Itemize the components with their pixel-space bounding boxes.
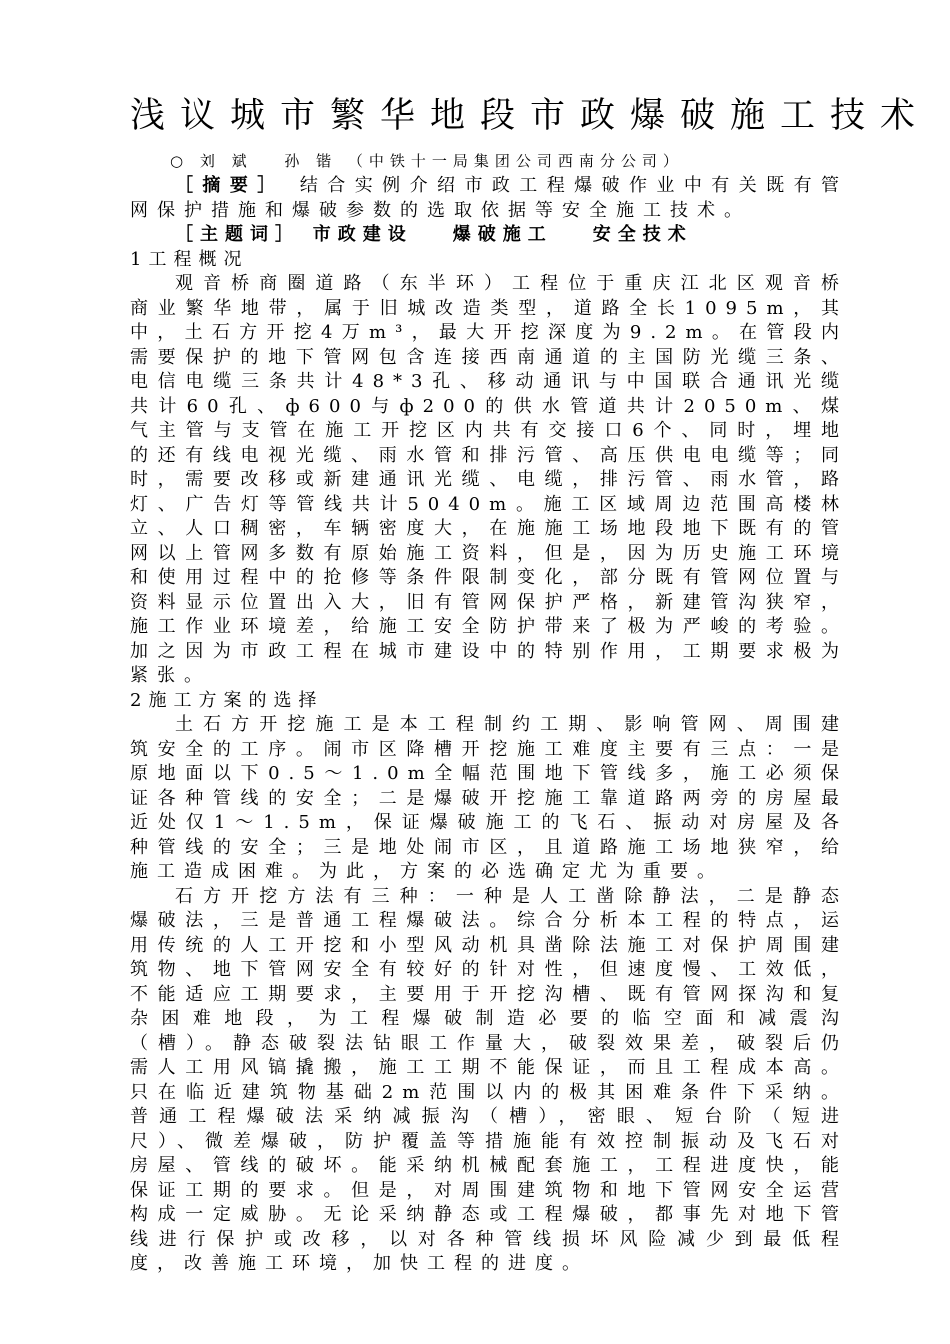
keyword-item: 市政建设 [312, 224, 413, 245]
author-line: ○ 刘 斌 孙 锴 （中铁十一局集团公司西南分公司） [170, 152, 684, 170]
keyword-item: 安全技术 [592, 224, 693, 245]
abstract-label: ［摘要］ [175, 175, 285, 196]
section-heading: 1工程概况 [130, 248, 249, 270]
abstract-text: 结合实例介绍市政工程爆破作业中有关既有管网保护措施和爆破参数的选取依据等安全施工技术。 [130, 175, 848, 221]
body-paragraph: 观音桥商圈道路（东半环）工程位于重庆江北区观音桥商业繁华地带，属于旧城改造类型，道路全长1095m，其中，土石方开挖4万m³，最大开挖深度为9.2m。在管段内需要保护的地下管网包含连接西南通道的主国防光缆三条、电信电缆三条共计48*3孔、移动通讯与中国联合通讯光缆共计60孔、ф600与ф200的供水管道共计2050m、煤气主管与支管在施工开挖区内共有交接口6个、同时，埋地的还有线电视光缆、雨水管和排污管、高压供电电缆等；同时，需要改移或新建通讯光缆、电缆，排污管、雨水管，路灯、广告灯等管线共计5040m。施工区域周边范围高楼林立、人口稠密，车辆密度大，在施施工场地段地下既有的管网以上管网多数有原始施工资料，但是，因为历史施工环境和使用过程中的抢修等条件限制变化，部分既有管网位置与资料显示位置出入大，旧有管网保护严格，新建管沟狭窄，施工作业环境差，给施工安全防护带来了极为严峻的考验。加之因为市政工程在城市建设中的特别作用，工期要求极为紧张。 [130, 273, 848, 686]
keywords [130, 223, 848, 248]
document-page [130, 92, 931, 1277]
abstract [130, 174, 848, 223]
keywords-label: ［主题词］ [175, 224, 300, 245]
keyword-item: 爆破施工 [452, 224, 553, 245]
body-paragraph: 土石方开挖施工是本工程制约工期、影响管网、周围建筑安全的工序。闹市区降槽开挖施工难度主要有三点：一是原地面以下0.5～1.0m全幅范围地下管线多，施工必须保证各种管线的安全；二是爆破开挖施工靠道路两旁的房屋最近处仅1～1.5m，保证爆破施工的飞石、振动对房屋及各种管线的安全；三是地处闹市区，且道路施工场地狭窄，给施工造成困难。为此，方案的必选确定尤为重要。 [130, 714, 848, 882]
document-title: 浅议城市繁华地段市政爆破施工技术 [130, 96, 931, 136]
body-paragraph: 石方开挖方法有三种：一种是人工凿除静法，二是静态爆破法，三是普通工程爆破法。综合分析本工程的特点，运用传统的人工开挖和小型风动机具凿除法施工对保护周围建筑物、地下管网安全有较好的针对性，但速度慢、工效低，不能适应工期要求，主要用于开挖沟槽、既有管网探沟和复杂困难地段，为工程爆破制造必要的临空面和减震沟（槽）。静态破裂法钻眼工作量大，破裂效果差，破裂后仍需人工用风镐撬搬，施工工期不能保证，而且工程成本高。只在临近建筑物基础2m范围以内的极其困难条件下采纳。普通工程爆破法采纳减振沟（槽），密眼、短台阶（短进尺）、微差爆破，防护覆盖等措施能有效控制振动及飞石对房屋、管线的破坏。能采纳机械配套施工，工程进度快，能保证工期的要求。但是，对周围建筑物和地下管网安全运营构成一定威胁。无论采纳静态或工程爆破，都事先对地下管线进行保护或改移，以对各种管线损坏风险减少到最低程度，改善施工环境，加快工程的进度。 [130, 885, 848, 1274]
section-heading: 2施工方案的选择 [130, 689, 324, 711]
